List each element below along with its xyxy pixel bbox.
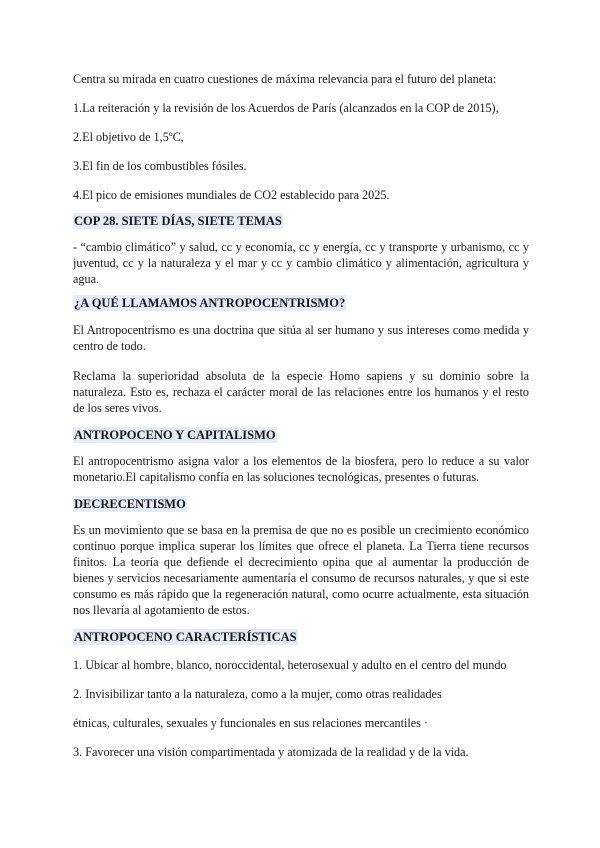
- intro-lead: Centra su mirada en cuatro cuestiones de máxima relevancia para el futuro del planeta:: [73, 72, 497, 86]
- capitalismo-heading: ANTROPOCENO Y CAPITALISMO: [74, 428, 276, 442]
- intro-item-2: 2.El objetivo de 1,5ºC,: [73, 130, 184, 144]
- cop28-heading: COP 28. SIETE DÍAS, SIETE TEMAS: [74, 214, 282, 228]
- cop28-text: - “cambio climático” y salud, cc y economía, cc y energía, cc y transporte y urbanismo, cc y juventud, cc y la naturaleza y el mar y cc y cambio climático y alimentación, agricultura y agua.: [73, 240, 529, 286]
- intro-item-3: 3.El fin de los combustibles fósiles.: [73, 159, 247, 173]
- intro-item-1: 1.La reiteración y la revisión de los Acuerdos de París (alcanzados en la COP de 2015),: [73, 101, 499, 115]
- caracteristicas-item-1: 1. Ubicar al hombre, blanco, noroccidental, heterosexual y adulto en el centro del mundo: [73, 658, 507, 672]
- decrecentismo-heading: DECRECENTISMO: [74, 497, 186, 511]
- antropocentrismo-paragraph-1: El Antropocentrismo es una doctrina que sitúa al ser humano y sus intereses como medida y centro de todo.: [73, 323, 529, 353]
- antropocentrismo-paragraph-2: Reclama la superioridad absoluta de la especie Homo sapiens y su dominio sobre la naturaleza. Esto es, rechaza el carácter moral de las relaciones entre los humanos y el resto de los seres vivos.: [73, 369, 529, 415]
- antropocentrismo-heading: ¿A QUÉ LLAMAMOS ANTROPOCENTRISMO?: [74, 296, 346, 310]
- caracteristicas-item-3: 3. Favorecer una visión compartimentada y atomizada de la realidad y de la vida.: [73, 745, 469, 759]
- capitalismo-text: El antropocentrismo asigna valor a los elementos de la biosfera, pero lo reduce a su valor monetario.El capitalismo confía en las soluciones tecnológicas, presentes o futuras.: [73, 454, 529, 484]
- decrecentismo-text: Es un movimiento que se basa en la premisa de que no es posible un crecimiento económico continuo porque implica superar los límites que ofrece el planeta. La Tierra tiene recursos finitos. La teoría que defiende el decrecimiento opina que al aumentar la producción de bienes y servicios necesariamente aumentaría el consumo de recursos naturales, y que si este consumo es más rápido que la regeneración natural, como ocurre actualmente, esta situación nos llevaría al agotamiento de estos.: [73, 523, 529, 617]
- caracteristicas-heading: ANTROPOCENO CARACTERÍSTICAS: [74, 630, 297, 644]
- caracteristicas-item-2: 2. Invisibilizar tanto a la naturaleza, como a la mujer, como otras realidades: [73, 687, 442, 701]
- document-page: [73, 64, 529, 760]
- intro-item-4: 4.El pico de emisiones mundiales de CO2 establecido para 2025.: [73, 188, 390, 202]
- caracteristicas-item-2-continued: étnicas, culturales, sexuales y funcionales en sus relaciones mercantiles ·: [73, 716, 428, 730]
